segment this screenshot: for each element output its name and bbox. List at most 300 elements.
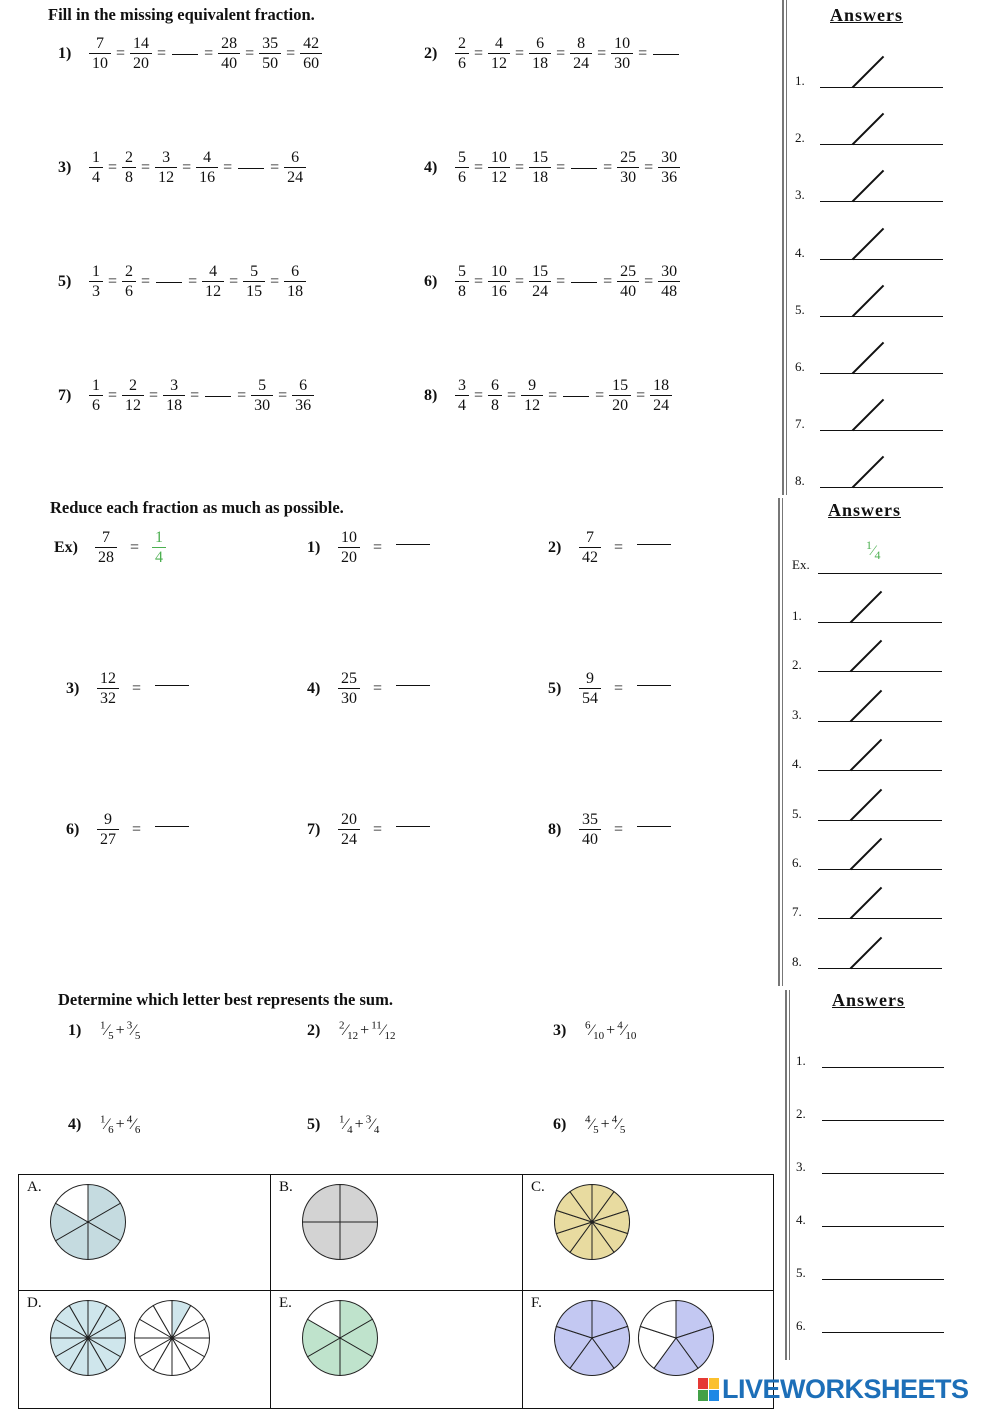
answer-line[interactable] (822, 1067, 944, 1068)
answer-blank[interactable] (396, 825, 430, 827)
answer-line[interactable] (820, 201, 943, 202)
numerator: 5 (458, 149, 466, 166)
sum-expression (100, 1020, 140, 1043)
answer-line[interactable] (820, 87, 943, 88)
numerator: 9 (104, 811, 112, 828)
fraction (455, 376, 469, 415)
fraction-slash-mark (850, 739, 883, 772)
equals-sign: = (603, 158, 613, 176)
numerator: 15 (532, 149, 549, 166)
answer-label: 4. (795, 244, 805, 260)
fraction-slash: ⁄ (371, 1116, 374, 1134)
answer-blank[interactable] (155, 825, 189, 827)
shaded-slice (340, 1185, 378, 1223)
plus-sign: + (600, 1116, 610, 1134)
equals-sign: = (373, 538, 383, 556)
answer-blank[interactable] (637, 543, 671, 545)
denominator: 6 (134, 1124, 141, 1137)
numerator: 28 (221, 35, 238, 52)
missing-fraction-blank[interactable] (238, 167, 264, 169)
denominator: 27 (97, 829, 119, 849)
answer-label: 3. (795, 187, 805, 203)
denominator: 3 (89, 281, 103, 301)
fraction (300, 34, 322, 73)
denominator: 12 (202, 281, 224, 301)
example-problem (54, 528, 167, 567)
equals-sign: = (245, 44, 255, 62)
answer-line[interactable] (818, 918, 942, 919)
fraction (579, 669, 601, 708)
answer-label: 8. (792, 953, 802, 969)
missing-fraction-blank[interactable] (172, 53, 198, 55)
answer-line[interactable] (820, 316, 943, 317)
numerator: 2 (129, 377, 138, 394)
numerator: 6 (585, 1020, 591, 1032)
denominator: 24 (284, 167, 306, 187)
problem-number: 7) (307, 820, 321, 838)
equivalent-problem (58, 148, 307, 187)
choice-box[interactable] (270, 1290, 523, 1409)
sum-problem (68, 1020, 140, 1043)
problem-number: 4) (68, 1116, 82, 1134)
fraction-pie (49, 1183, 127, 1261)
denominator: 6 (455, 167, 469, 187)
denominator: 10 (89, 53, 111, 73)
section3-answers-title: Answers (832, 990, 905, 1010)
numerator: 6 (536, 35, 545, 52)
equals-sign: = (644, 158, 654, 176)
fraction (338, 669, 360, 708)
slanted-fraction (611, 1114, 626, 1137)
numerator: 4 (585, 1114, 591, 1126)
problem-number: 2) (307, 1022, 321, 1040)
numerator: 5 (458, 263, 466, 280)
fraction (611, 34, 633, 73)
denominator: 32 (97, 688, 119, 708)
denominator: 20 (130, 53, 152, 73)
fraction (218, 34, 240, 73)
fraction (338, 528, 360, 567)
denominator: 16 (488, 281, 510, 301)
section2-answers-title: Answers (828, 500, 901, 520)
fraction-slash-mark (850, 838, 883, 871)
divider-middle (778, 498, 780, 986)
answer-label: 2. (792, 657, 802, 673)
answer-label: 6. (795, 359, 805, 374)
fraction (284, 148, 306, 187)
slanted-fraction (617, 1020, 637, 1043)
denominator: 10 (593, 1030, 605, 1043)
fraction (202, 262, 224, 301)
denominator: 36 (292, 395, 314, 415)
example-answer-value (866, 538, 881, 563)
fraction (488, 262, 510, 301)
fraction-slash-mark (850, 640, 883, 673)
choice-letter: E. (279, 1295, 292, 1311)
equals-sign: = (603, 272, 613, 290)
fraction-slash: ⁄ (344, 1022, 348, 1040)
numerator: 6 (491, 377, 500, 394)
denominator: 4 (373, 1124, 380, 1137)
numerator: 4 (617, 1020, 623, 1032)
fraction-slash-mark (850, 788, 883, 821)
problem-number: 5) (307, 1116, 321, 1134)
denominator: 30 (251, 395, 273, 415)
fraction-slash-mark (852, 170, 885, 203)
choice-box[interactable] (18, 1174, 271, 1291)
missing-fraction-blank[interactable] (653, 53, 679, 55)
fraction-slash-mark (852, 56, 885, 89)
equals-sign: = (182, 158, 192, 176)
numerator: 42 (303, 35, 320, 52)
answer-line[interactable] (822, 1279, 944, 1280)
denominator: 40 (218, 53, 240, 73)
fraction (570, 34, 592, 73)
answer-blank[interactable] (396, 543, 430, 545)
sum-expression (585, 1020, 636, 1043)
numerator: 15 (612, 377, 629, 394)
equals-sign: = (515, 158, 525, 176)
fraction (529, 148, 551, 187)
fraction (617, 262, 639, 301)
fraction-slash-mark (852, 113, 885, 146)
denominator: 54 (579, 688, 601, 708)
numerator: 8 (577, 35, 586, 52)
answer-blank[interactable] (396, 684, 430, 686)
problem-number: 4) (307, 679, 321, 697)
problem-number: 6) (553, 1116, 567, 1134)
example-answer-fraction (152, 528, 166, 567)
equals-sign: = (644, 272, 654, 290)
missing-fraction-blank[interactable] (563, 395, 589, 397)
sum-expression (100, 1114, 140, 1137)
fraction (97, 669, 119, 708)
answer-label: 5. (795, 301, 805, 317)
fraction-slash: ⁄ (132, 1116, 135, 1134)
denominator: 15 (243, 281, 265, 301)
answer-label: 3. (792, 706, 802, 722)
fraction-slash-mark (850, 887, 883, 920)
fraction-slash: ⁄ (590, 1116, 594, 1134)
fraction (658, 148, 680, 187)
denominator: 16 (196, 167, 218, 187)
equals-sign: = (614, 538, 624, 556)
fraction (488, 376, 502, 415)
reduce-problem (548, 528, 673, 567)
numerator: 15 (532, 263, 549, 280)
denominator: 4 (455, 395, 469, 415)
numerator: 30 (661, 263, 678, 280)
sum-problem (553, 1114, 625, 1137)
numerator: 14 (133, 35, 150, 52)
answer-line[interactable] (818, 869, 942, 870)
answer-line[interactable] (822, 1332, 944, 1333)
plus-sign: + (115, 1116, 125, 1134)
slanted-fraction (126, 1020, 141, 1043)
answer-line[interactable] (818, 968, 942, 969)
answer-line[interactable] (818, 820, 942, 821)
equals-sign: = (270, 158, 280, 176)
example-answer-numerator: 1 (155, 529, 164, 546)
equals-sign: = (141, 158, 151, 176)
fraction (521, 376, 543, 415)
answer-label: 4. (792, 756, 802, 772)
reduce-problem (66, 669, 191, 708)
denominator: 4 (347, 1124, 353, 1137)
answer-label: 3. (796, 1159, 806, 1174)
denominator: 40 (579, 829, 601, 849)
divider-top-2 (786, 0, 787, 495)
fraction-slash: ⁄ (872, 543, 875, 559)
equals-sign: = (474, 44, 484, 62)
equals-sign: = (132, 820, 142, 838)
slanted-fraction (339, 1020, 359, 1043)
equivalent-problem (424, 262, 681, 301)
answer-line[interactable] (818, 671, 942, 672)
answer-line[interactable] (818, 770, 942, 771)
equivalent-problem (58, 34, 323, 73)
equals-sign: = (108, 272, 118, 290)
equals-sign: = (237, 386, 247, 404)
denominator: 6 (122, 281, 136, 301)
numerator: 25 (341, 670, 357, 687)
missing-fraction-blank[interactable] (571, 167, 597, 169)
denominator: 5 (619, 1124, 626, 1137)
logo-icon (698, 1378, 720, 1402)
equals-sign: = (474, 272, 484, 290)
section1-title: Fill in the missing equivalent fraction. (48, 5, 315, 24)
denominator: 5 (108, 1030, 114, 1043)
fraction (529, 262, 551, 301)
numerator: 5 (250, 263, 259, 280)
slanted-fraction (585, 1020, 605, 1043)
answer-line[interactable] (820, 487, 943, 488)
denominator: 48 (658, 281, 680, 301)
shaded-slice (340, 1222, 378, 1260)
plus-sign: + (360, 1022, 370, 1040)
choice-box[interactable] (522, 1174, 774, 1291)
reduce-problem (548, 669, 673, 708)
choice-letter: F. (531, 1295, 542, 1311)
equivalent-problem (424, 34, 681, 73)
denominator: 24 (650, 395, 672, 415)
answer-line[interactable] (820, 259, 943, 260)
fraction (196, 148, 218, 187)
equals-sign: = (286, 44, 296, 62)
denominator: 10 (625, 1030, 637, 1043)
section3-title: Determine which letter best represents the sum. (58, 990, 393, 1009)
section1-answers-title: Answers (830, 5, 903, 25)
answer-blank[interactable] (637, 684, 671, 686)
fraction-slash: ⁄ (132, 1022, 135, 1040)
choice-letter: A. (27, 1179, 42, 1195)
fraction-slash-mark (850, 591, 883, 624)
equals-sign: = (157, 44, 167, 62)
sum-expression (339, 1020, 395, 1043)
equals-sign: = (638, 44, 648, 62)
fraction (122, 376, 144, 415)
fraction-pie (301, 1299, 379, 1377)
fraction (609, 376, 631, 415)
equals-sign: = (515, 272, 525, 290)
equals-sign: = (190, 386, 200, 404)
equals-sign: = (515, 44, 525, 62)
slanted-fraction (585, 1114, 599, 1137)
denominator: 8 (122, 167, 136, 187)
missing-fraction-blank[interactable] (571, 281, 597, 283)
equals-sign: = (278, 386, 288, 404)
choice-box[interactable] (18, 1290, 271, 1409)
answer-line[interactable] (818, 721, 942, 722)
equals-sign: = (373, 820, 383, 838)
reduce-problem (307, 669, 432, 708)
reduce-problem (66, 810, 191, 849)
missing-fraction-blank[interactable] (156, 281, 182, 283)
numerator: 4 (203, 149, 212, 166)
divider-bottom-2 (789, 990, 790, 1360)
divider-middle-2 (782, 498, 783, 986)
equivalent-problem (58, 376, 315, 415)
answer-line[interactable] (818, 622, 942, 623)
slanted-fraction (126, 1114, 141, 1137)
equivalent-problem (424, 148, 681, 187)
equals-sign: = (108, 386, 118, 404)
missing-fraction-blank[interactable] (205, 395, 231, 397)
slanted-fraction (365, 1114, 380, 1137)
numerator: 1 (339, 1114, 345, 1126)
numerator: 12 (100, 670, 116, 687)
numerator: 4 (126, 1114, 133, 1126)
answer-label: 6. (796, 1318, 806, 1333)
answer-label: 7. (795, 416, 805, 432)
equals-sign: = (204, 44, 214, 62)
fraction (251, 376, 273, 415)
problem-number: 3) (553, 1022, 567, 1040)
plus-sign: + (606, 1022, 616, 1040)
equals-sign: = (270, 272, 280, 290)
fraction-pie (49, 1299, 127, 1377)
fraction (488, 148, 510, 187)
watermark-text: LIVEWORKSHEETS (722, 1374, 969, 1404)
answer-label: 2. (796, 1106, 806, 1121)
fraction-slash-mark (852, 399, 885, 432)
numerator: 1 (92, 263, 100, 280)
section2-title: Reduce each fraction as much as possible. (50, 498, 344, 517)
example-answer-num: 1 (866, 538, 872, 552)
denominator: 12 (521, 395, 543, 415)
fraction-pie (301, 1183, 379, 1261)
equals-sign: = (116, 44, 126, 62)
numerator: 3 (126, 1020, 133, 1032)
denominator: 30 (611, 53, 633, 73)
fraction (292, 376, 314, 415)
divider-top (782, 0, 784, 495)
answer-label: 6. (792, 855, 802, 870)
fraction (243, 262, 265, 301)
equals-sign: = (132, 679, 142, 697)
fraction (455, 34, 469, 73)
fraction-slash: ⁄ (105, 1022, 109, 1040)
sum-expression (585, 1114, 625, 1137)
denominator: 50 (259, 53, 281, 73)
choice-box[interactable] (270, 1174, 523, 1291)
fraction-slash-mark (852, 285, 885, 318)
fraction-pie (553, 1299, 631, 1377)
answer-line[interactable] (822, 1173, 944, 1174)
fraction (97, 810, 119, 849)
fraction-slash: ⁄ (381, 1022, 385, 1040)
problem-number: 3) (66, 679, 80, 697)
fraction-slash: ⁄ (105, 1116, 109, 1134)
answer-line[interactable] (822, 1120, 944, 1121)
denominator: 42 (579, 547, 601, 567)
denominator: 12 (122, 395, 144, 415)
fraction (529, 34, 551, 73)
fraction-slash: ⁄ (622, 1022, 626, 1040)
denominator: 18 (529, 167, 551, 187)
numerator: 10 (491, 149, 508, 166)
reduce-problem (307, 810, 432, 849)
problem-number: 1) (68, 1022, 82, 1040)
numerator: 4 (495, 35, 504, 52)
numerator: 1 (92, 149, 100, 166)
numerator: 3 (162, 149, 171, 166)
example-label: Ex) (54, 538, 78, 556)
reduce-problem (548, 810, 673, 849)
answer-blank[interactable] (155, 684, 189, 686)
example-fraction (95, 528, 117, 567)
problem-number: 2) (424, 44, 438, 62)
numerator: 2 (458, 35, 466, 52)
answer-blank[interactable] (637, 825, 671, 827)
answer-label: 5. (792, 805, 802, 821)
equals-sign: = (149, 386, 159, 404)
denominator: 4 (89, 167, 103, 187)
equals-sign: = (614, 679, 624, 697)
fraction (488, 34, 510, 73)
fraction (455, 148, 469, 187)
denominator: 60 (300, 53, 322, 73)
problem-number: 3) (58, 158, 72, 176)
numerator: 30 (661, 149, 678, 166)
equals-sign: = (223, 158, 233, 176)
fraction-pie (133, 1299, 211, 1377)
numerator: 25 (620, 263, 637, 280)
denominator: 24 (570, 53, 592, 73)
equivalent-problem (424, 376, 673, 415)
answer-line[interactable] (820, 373, 943, 374)
sum-problem (307, 1020, 395, 1043)
fraction (579, 810, 601, 849)
numerator: 2 (125, 149, 134, 166)
answer-line[interactable] (822, 1226, 944, 1227)
numerator: 1 (100, 1020, 106, 1032)
example-answer-denominator: 4 (152, 547, 166, 567)
numerator: 1 (100, 1114, 106, 1126)
denominator: 24 (529, 281, 551, 301)
answer-label: 4. (796, 1212, 806, 1227)
fraction (130, 34, 152, 73)
answer-line[interactable] (820, 430, 943, 431)
answer-line[interactable] (820, 144, 943, 145)
denominator: 18 (284, 281, 306, 301)
denominator: 12 (347, 1030, 359, 1043)
denominator: 8 (455, 281, 469, 301)
fraction (89, 148, 103, 187)
shaded-slice (303, 1185, 341, 1223)
denominator: 12 (488, 167, 510, 187)
fraction (650, 376, 672, 415)
